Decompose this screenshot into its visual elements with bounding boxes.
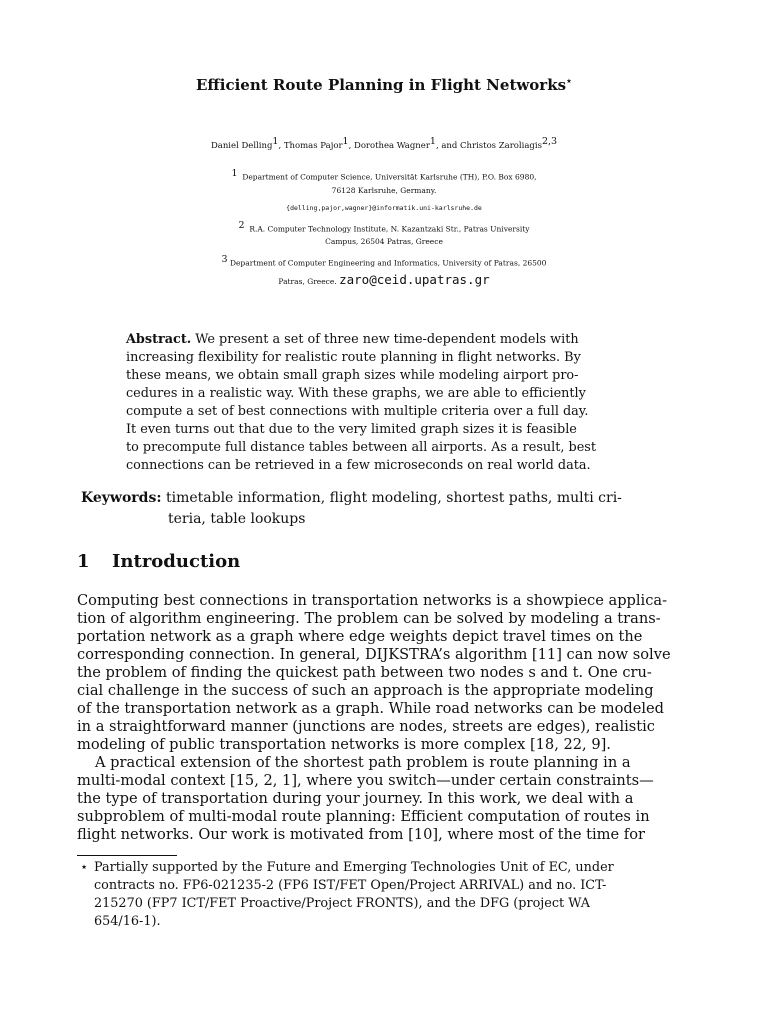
footnote-line: contracts no. FP6-021235-2 (FP6 IST/FET Open/Project ARRIVAL) and no. ICT-	[94, 878, 607, 893]
body-line: Computing best connections in transportation networks is a showpiece applica-	[77, 592, 668, 609]
title-footnote-mark: ⋆	[566, 76, 572, 87]
title-text: Efficient Route Planning in Flight Networks	[196, 76, 567, 94]
abstract-line: cedures in a realistic way. With these graphs, we are able to efficiently	[126, 386, 586, 401]
body-line: flight networks. Our work is motivated from [10], where most of the time for	[77, 826, 645, 843]
abstract-line: to precompute full distance tables between all airports. As a result, best	[126, 440, 597, 455]
affiliation-1-email: {delling,pajor,wagner}@informatik.uni-karlsruhe.de	[286, 204, 482, 212]
keywords-label: Keywords:	[81, 490, 162, 506]
paper-title	[0, 76, 768, 94]
abstract-line: compute a set of best connections with multiple criteria over a full day.	[126, 404, 589, 419]
body-line: subproblem of multi-modal route planning: Efficient computation of routes in	[77, 808, 650, 825]
body-line: corresponding connection. In general, DIJKSTRA’s algorithm [11] can now solve	[77, 646, 671, 663]
keywords-line: teria, table lookups	[168, 511, 306, 527]
author-list	[0, 136, 768, 151]
affiliation-2-line1: $^2$ R.A. Computer Technology Institute, N. Kazantzaki Str., Patras University	[238, 220, 530, 234]
footnote-line: 215270 (FP7 ICT/FET Proactive/Project FRONTS), and the DFG (project WA	[94, 896, 590, 911]
section-heading: 1 Introduction	[77, 551, 241, 572]
author: Daniel Delling$^1$,	[210, 136, 284, 151]
affiliation-1-line1: $^1$ Department of Computer Science, Universität Karlsruhe (TH), P.O. Box 6980,	[231, 168, 537, 182]
author: Dorothea Wagner$^1$, and	[354, 136, 461, 151]
affiliation-3-line2: Patras, Greece. zaro@ceid.upatras.gr	[278, 272, 490, 287]
keywords-line: Keywords: timetable information, flight modeling, shortest paths, multi cri-	[81, 490, 622, 506]
abstract-line: connections can be retrieved in a few microseconds on real world data.	[126, 458, 591, 473]
abstract-line: increasing flexibility for realistic route planning in flight networks. By	[126, 350, 581, 365]
body-line: A practical extension of the shortest path problem is route planning in a	[95, 754, 631, 771]
affiliation-3-email: zaro@ceid.upatras.gr	[339, 272, 490, 287]
footnote-line: Partially supported by the Future and Emerging Technologies Unit of EC, under	[94, 860, 614, 875]
abstract-line: Abstract. We present a set of three new time-dependent models with	[126, 332, 579, 347]
body-line: the type of transportation during your journey. In this work, we deal with a	[77, 790, 634, 807]
body-line: portation network as a graph where edge weights depict travel times on the	[77, 628, 643, 645]
body-line: multi-modal context [15, 2, 1], where you switch—under certain constraints—	[77, 772, 654, 789]
abstract-line: It even turns out that due to the very limited graph sizes it is feasible	[126, 422, 577, 437]
footnote-line: 654/16-1).	[94, 914, 161, 929]
body-line: of the transportation network as a graph. While road networks can be modeled	[77, 700, 665, 717]
body-line: tion of algorithm engineering. The problem can be solved by modeling a trans-	[77, 610, 661, 627]
body-line: in a straightforward manner (junctions are nodes, streets are edges), realistic	[77, 718, 655, 735]
abstract-line: these means, we obtain small graph sizes while modeling airport pro-	[126, 368, 579, 383]
abstract-label: Abstract.	[126, 332, 192, 347]
body-line: modeling of public transportation networks is more complex [18, 22, 9].	[77, 736, 611, 753]
footnote-rule	[77, 855, 177, 856]
author: Christos Zaroliagis$^{2,3}$	[460, 136, 558, 151]
footnote-mark: ⋆	[80, 860, 89, 875]
body-line: cial challenge in the success of such an approach is the appropriate modeling	[77, 682, 654, 699]
affiliation-2-line2: Campus, 26504 Patras, Greece	[325, 237, 443, 246]
affiliation-1-line2: 76128 Karlsruhe, Germany.	[331, 186, 437, 195]
affiliation-3-line1: $^3$ Department of Computer Engineering and Informatics, University of Patras, 26500	[221, 254, 547, 268]
body-line: the problem of finding the quickest path between two nodes s and t. One cru-	[77, 664, 652, 681]
author: Thomas Pajor$^1$,	[283, 136, 354, 151]
